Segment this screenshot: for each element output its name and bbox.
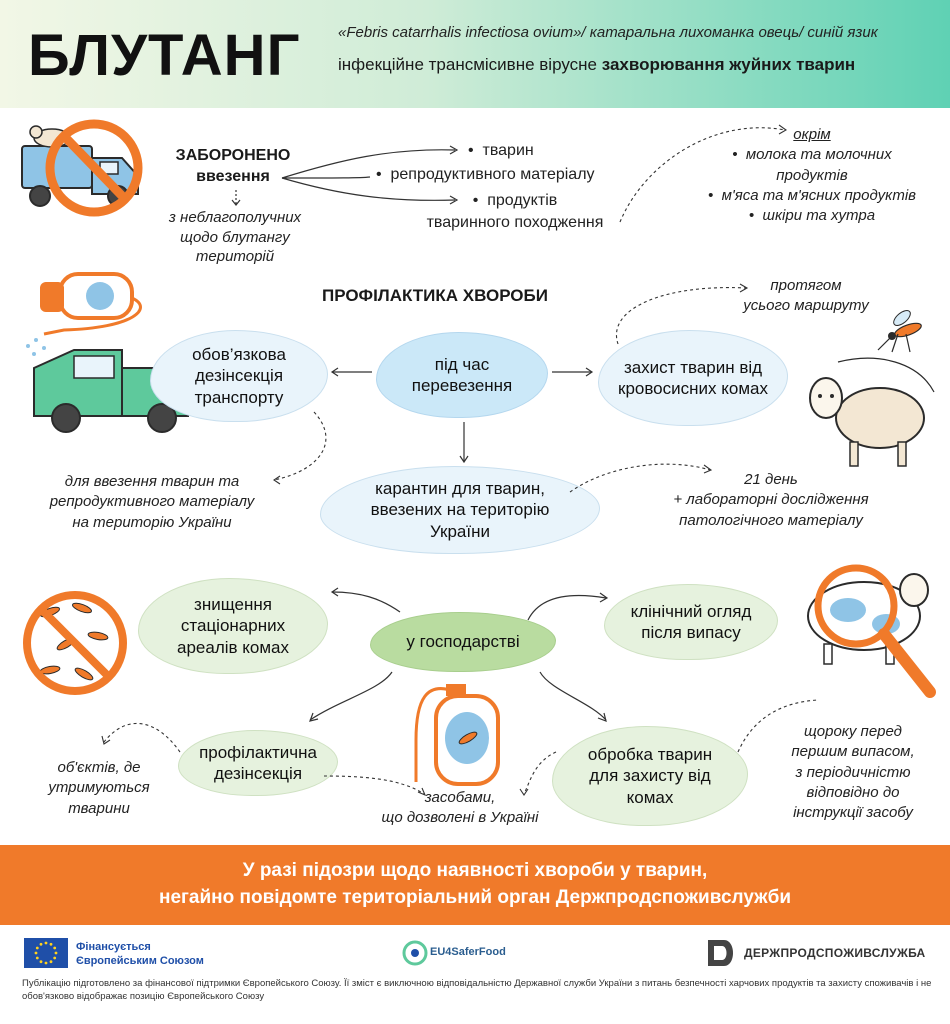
- ban-source-arrow: [230, 190, 250, 210]
- means-note: засобами, що дозволені в Україні: [381, 789, 539, 827]
- protection-note: протягом усього маршруту: [743, 277, 869, 315]
- footer-disclaimer: Публікацію підготовлено за фінансової підтримки Європейського Союзу. Її зміст є виключною відповідальністю Державної служби України з питань безпечності харчових продуктів та захисту споживачів і не обов'язково відображає позицію Європейського Союзу: [22, 978, 932, 1002]
- mosquito-icon: [872, 306, 932, 356]
- header-banner: [0, 0, 950, 108]
- subtitle-bold: захворювання жуйних тварин: [601, 55, 856, 74]
- ban-source-note: з неблагополучних щодо блутангу територій: [168, 209, 302, 265]
- prevention-arrows: [320, 360, 600, 470]
- treatment-node: обробка тварин для захисту від комах: [552, 726, 748, 826]
- eu-funding-label: Фінансується Європейським Союзом: [76, 941, 204, 968]
- forbidden-truck-icon: [14, 118, 164, 218]
- protection-node: захист тварин від кровосисних комах: [598, 330, 788, 426]
- cow-magnifier-icon: [794, 560, 942, 710]
- ban-item-products: • продуктів тваринного походження: [426, 192, 604, 231]
- subtitle-plain: інфекційне трансмісивне вірусне: [338, 55, 597, 74]
- objects-note: об'єктів, де утримуються тварини: [48, 759, 150, 817]
- forbidden-mosquitoes-icon: [20, 588, 130, 698]
- quarantine-note: 21 день + лабораторні дослідження патологічного матеріалу: [673, 471, 869, 529]
- alert-banner: [0, 845, 950, 925]
- inspection-node: клінічний огляд після випасу: [604, 584, 778, 660]
- eu4safer-label: EU4SaferFood: [430, 946, 506, 958]
- transport-center-node: під час перевезення: [376, 332, 548, 418]
- prophylactic-node: профілактична дезінсекція: [178, 730, 338, 796]
- alert-line-1: У разі підозри щодо наявності хвороби у тварин,: [242, 860, 708, 882]
- disinfection-note: для ввезення тварин та репродуктивного матеріалу на територію України: [49, 473, 255, 531]
- quarantine-node: карантин для тварин, ввезених на територію України: [320, 466, 600, 554]
- ban-title: ЗАБОРОНЕНО ввезення: [175, 147, 291, 185]
- ban-item-repro: • репродуктивного матеріалу: [376, 166, 595, 183]
- treatment-note: щороку перед першим випасом, з періодичністю відповідно до інструкції засобу: [791, 723, 915, 821]
- eu4safer-logo-icon: [402, 940, 428, 966]
- sheep-icon: [798, 352, 938, 472]
- prevention-title: ПРОФІЛАКТИКА ХВОРОБИ: [322, 286, 548, 305]
- eu-flag-icon: [24, 938, 68, 968]
- disease-subtitle: [338, 55, 855, 75]
- except-block: окрім • молока та молочних продуктів • м'яса та м'ясних продуктів • шкіри та хутра: [708, 126, 916, 224]
- agency-label: ДЕРЖПРОДСПОЖИВСЛУЖБА: [744, 946, 926, 960]
- farm-center-node: у господарстві: [370, 612, 556, 672]
- agency-logo-icon: [706, 938, 738, 968]
- page-title: БЛУТАНГ: [28, 23, 301, 88]
- objects-note-link: [96, 712, 186, 762]
- latin-name: «Febris catarrhalis infectiosa ovium»/ катаральна лихоманка овець/ синій язик: [338, 24, 878, 41]
- ban-item-animals: • тварин: [468, 142, 534, 159]
- destroy-node: знищення стаціонарних ареалів комах: [138, 578, 328, 674]
- alert-line-2: негайно повідомте територіальний орган Держпродспоживслужби: [158, 887, 792, 908]
- disinfection-transport-node: обов’язкова дезінсекція транспорту: [150, 330, 328, 422]
